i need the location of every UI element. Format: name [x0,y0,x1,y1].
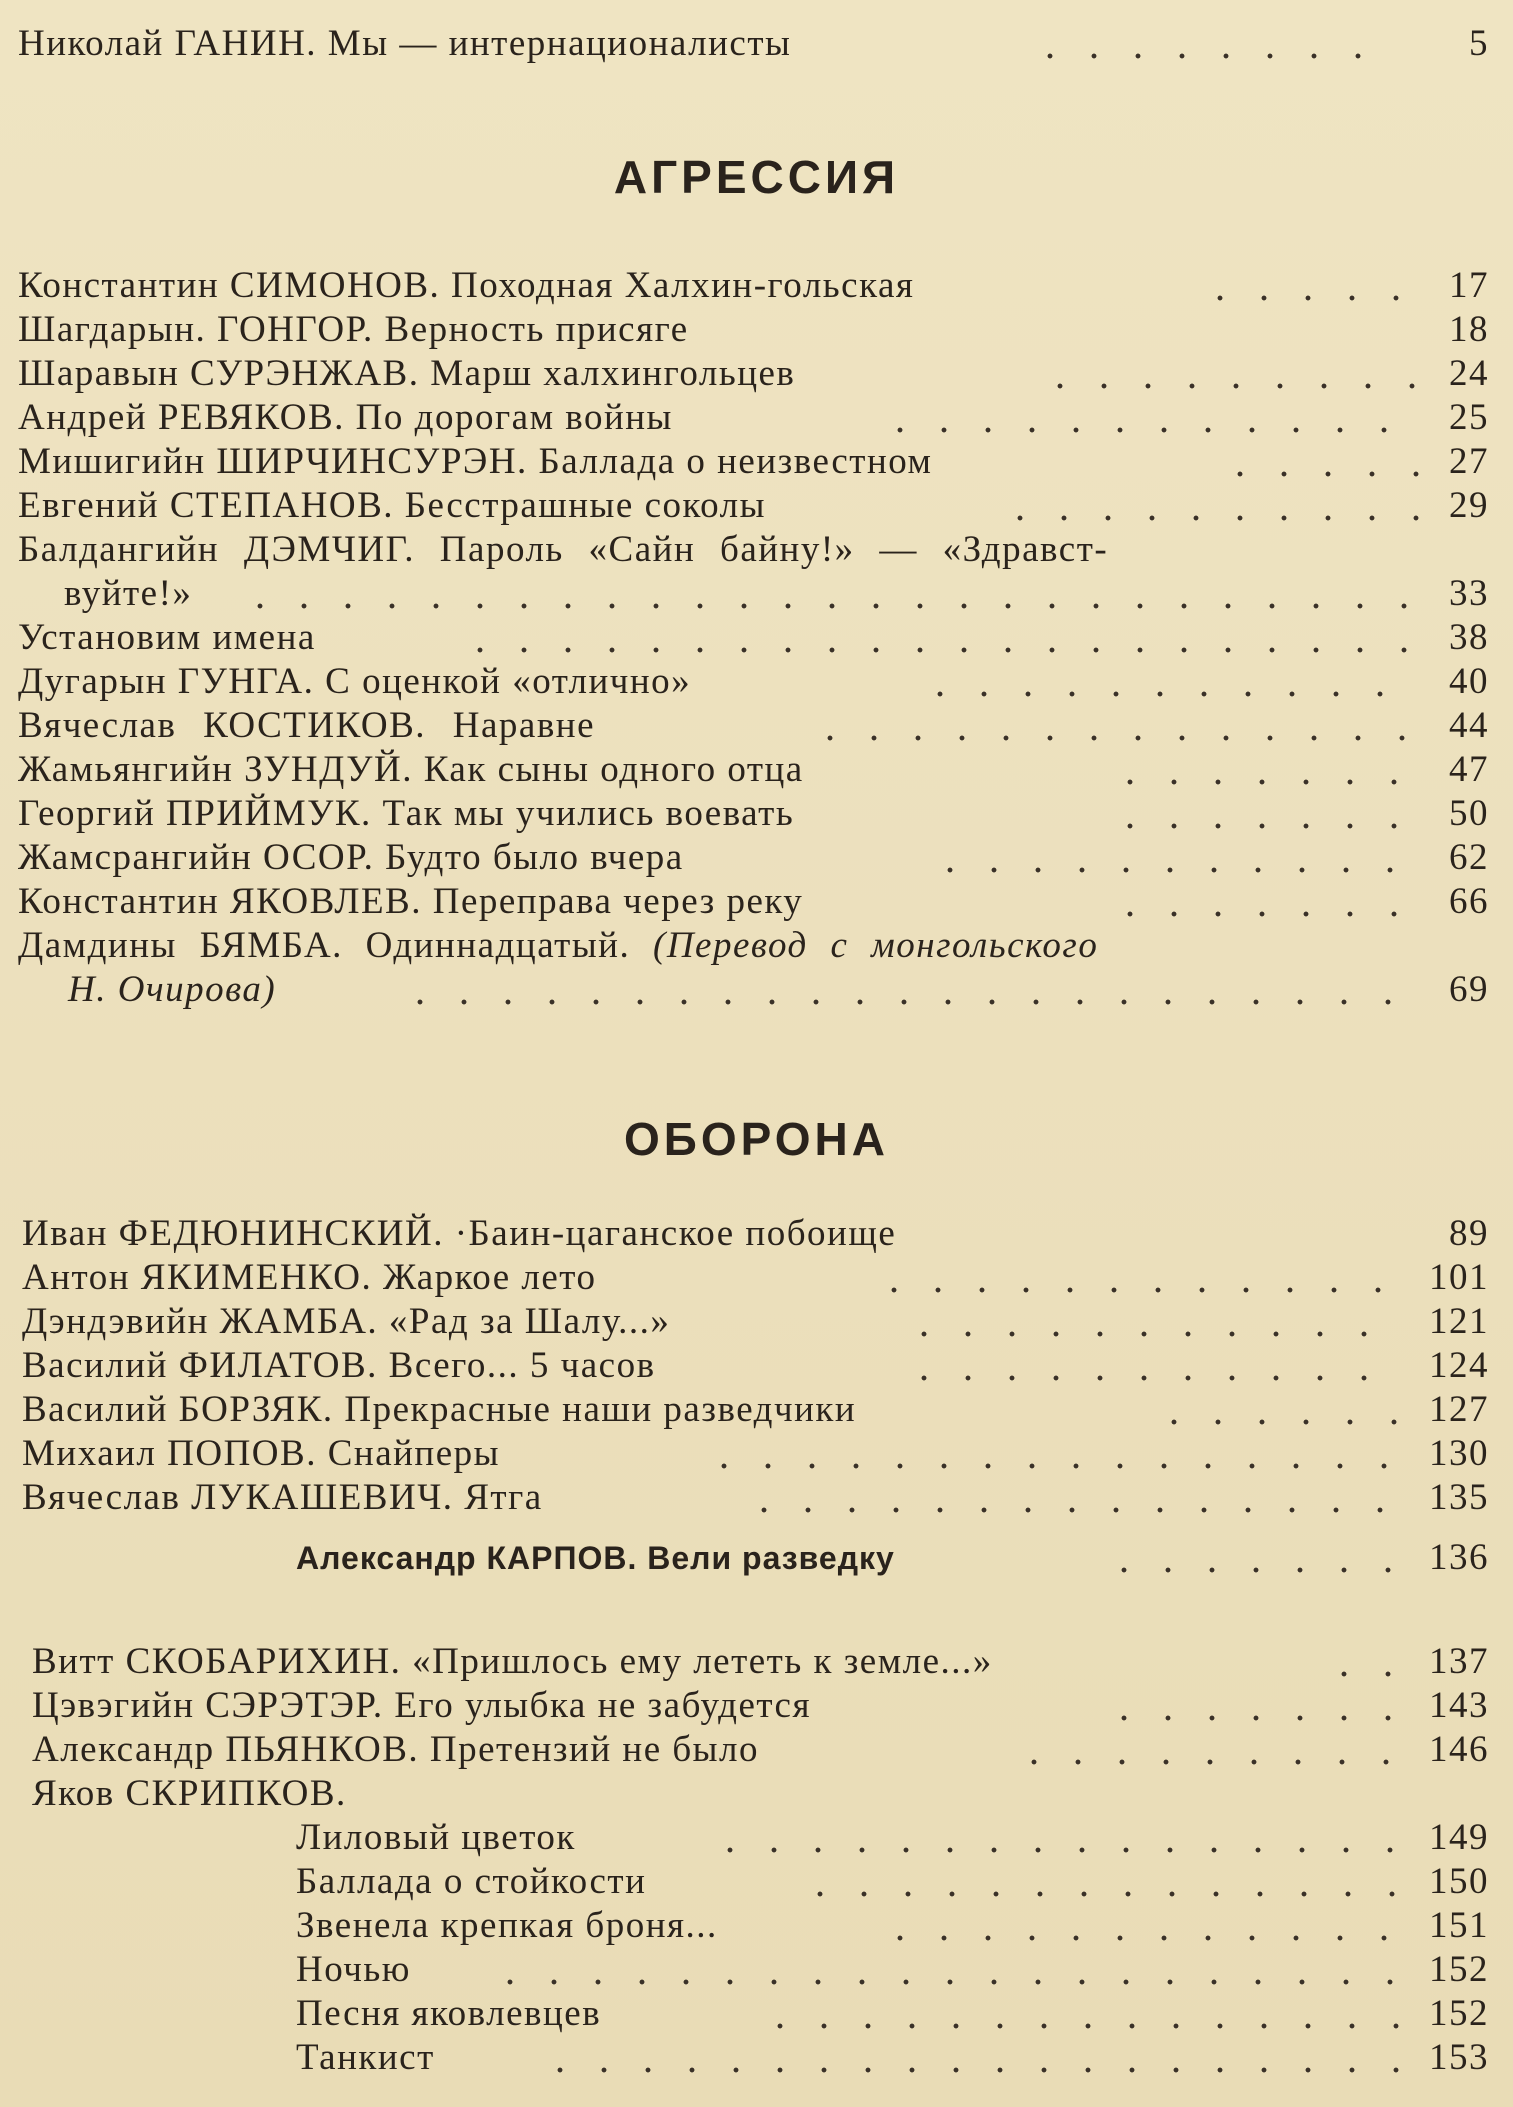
page-number: 153 [1429,2037,1489,2078]
page-number: 44 [1449,705,1489,746]
toc-entry [32,1728,1489,1772]
leader-dots [1102,1536,1399,1580]
leader-dots [538,2036,1399,2080]
page-number: 18 [1449,309,1489,350]
entry-title-main: Дамдины БЯМБА. Одиннадцатый. [18,925,631,966]
toc-entry [18,924,1489,968]
toc-entry [18,748,1489,792]
toc-entry [18,2036,1489,2080]
leader-dots [902,1344,1399,1388]
toc-entry [22,1432,1489,1476]
leader-dots [1108,748,1419,792]
toc-entry-continuation [18,968,1489,1012]
entry-title: Александр ПЬЯНКОВ. Претензий не было [32,1729,760,1770]
toc-entry [18,528,1489,572]
page-number: 29 [1449,485,1489,526]
page-number: 89 [1449,1213,1489,1254]
entry-title: Михаил ПОПОВ. Снайперы [22,1433,500,1474]
toc-entry [18,880,1489,924]
leader-dots [742,1476,1399,1520]
page-number: 47 [1449,749,1489,790]
page-number: 136 [1429,1537,1489,1578]
toc-entry [22,1388,1489,1432]
entry-title: Георгий ПРИЙМУК. Так мы учились воевать [18,793,795,834]
entry-title: Звенела крепкая броня... [296,1905,718,1946]
entry-title [18,924,1098,968]
page-number: 127 [1429,1389,1489,1430]
page-number: 101 [1429,1257,1489,1298]
toc-entry [32,1772,1489,1816]
leader-dots [1038,352,1419,396]
toc-entry [22,1256,1489,1300]
leader-dots [1218,440,1419,484]
toc-entry [18,836,1489,880]
page-number: 62 [1449,837,1489,878]
page-number: 150 [1429,1861,1489,1902]
entry-title: Жамсрангийн ОСОР. Будто было вчера [18,837,684,878]
toc-entry [22,1212,1489,1256]
leader-dots [1152,1388,1399,1432]
leader-dots [458,616,1419,660]
entry-title: Танкист [296,2037,435,2078]
toc-entry [18,1816,1489,1860]
page-number: 50 [1449,793,1489,834]
page-number: 152 [1429,1949,1489,1990]
toc-entry [18,264,1489,308]
translator-note: (Перевод с монгольского [653,925,1099,966]
entry-title: Василий ФИЛАТОВ. Всего... 5 часов [22,1345,656,1386]
entry-title: Константин ЯКОВЛЕВ. Переправа через реку [18,881,804,922]
entry-title: Мишигийн ШИРЧИНСУРЭН. Баллада о неизвестном [18,441,933,482]
leader-dots [238,572,1419,616]
entry-title: Вячеслав КОСТИКОВ. Наравне [18,705,596,746]
page-number: 149 [1429,1817,1489,1858]
entry-title: Шаравын СУРЭНЖАВ. Марш халхингольцев [18,353,796,394]
leader-dots [998,484,1419,528]
entry-title: Цэвэгийн СЭРЭТЭР. Его улыбка не забудется [32,1685,811,1726]
entry-title: Лиловый цветок [296,1817,576,1858]
toc-entry [18,484,1489,528]
toc-entry [18,1904,1489,1948]
page-number: 66 [1449,881,1489,922]
leader-dots [872,1256,1399,1300]
entry-title: Жамьянгийн ЗУНДУЙ. Как сыны одного отца [18,749,804,790]
entry-title: Ночью [296,1949,411,1990]
leader-dots [798,1860,1399,1904]
page-number: 146 [1429,1729,1489,1770]
entry-title: Установим имена [18,617,316,658]
page-number: 38 [1449,617,1489,658]
page-number: 40 [1449,661,1489,702]
leader-dots [1108,880,1419,924]
leader-dots [1322,1640,1399,1684]
leader-dots [808,704,1419,748]
toc-entry [18,616,1489,660]
toc-entry [22,1300,1489,1344]
page-number: 135 [1429,1477,1489,1518]
entry-title: Дэндэвийн ЖАМБА. «Рад за Шалу...» [22,1301,671,1342]
toc-entry [18,440,1489,484]
toc-entry [18,704,1489,748]
entry-title: Балдангийн ДЭМЧИГ. Пароль «Сайн байну!» — «Здравст- [18,529,1109,570]
entry-title: Иван ФЕДЮНИНСКИЙ. ·Баин-цаганское побоище [22,1213,897,1254]
toc-entry [22,1536,1489,1580]
entry-title: Антон ЯКИМЕНКО. Жаркое лето [22,1257,597,1298]
toc-entry [22,1476,1489,1520]
toc-entry [18,308,1489,352]
page-number: 27 [1449,441,1489,482]
entry-title: Андрей РЕВЯКОВ. По дорогам войны [18,397,673,438]
toc-entry [18,352,1489,396]
section-heading: АГРЕССИЯ [613,151,900,203]
page-number: 17 [1449,265,1489,306]
toc-entry [18,1948,1489,1992]
leader-dots [1108,792,1419,836]
page-number: 25 [1449,397,1489,438]
toc-entry [32,1684,1489,1728]
leader-dots [708,1816,1399,1860]
entry-continuation: Н. Очирова) [68,969,277,1010]
leader-dots [1028,22,1399,66]
leader-dots [702,1432,1399,1476]
leader-dots [758,1992,1399,2036]
toc-entry [32,1640,1489,1684]
entry-title: Александр КАРПОВ. Вели разведку [296,1540,895,1576]
toc-entry [18,660,1489,704]
entry-title: Вячеслав ЛУКАШЕВИЧ. Ятга [22,1477,543,1518]
toc-entry [18,792,1489,836]
leader-dots [488,1948,1399,1992]
entry-title: Витт СКОБАРИХИН. «Пришлось ему лететь к земле...» [32,1641,993,1682]
leader-dots [902,1300,1399,1344]
toc-entry [18,396,1489,440]
entry-continuation: вуйте!» [64,573,193,614]
entry-title: Дугарын ГУНГА. С оценкой «отлично» [18,661,692,702]
section-heading: ОБОРОНА [624,1113,889,1165]
toc-entry [18,22,1489,66]
leader-dots [1012,1728,1399,1772]
entry-title: Евгений СТЕПАНОВ. Бесстрашные соколы [18,485,766,526]
page-number: 5 [1469,23,1489,64]
page-number: 33 [1449,573,1489,614]
leader-dots [398,968,1419,1012]
toc-entry [18,1992,1489,2036]
toc-entry [22,1344,1489,1388]
toc-entry-continuation [18,572,1489,616]
leader-dots [1198,264,1419,308]
leader-dots [918,660,1419,704]
leader-dots [928,836,1419,880]
leader-dots [878,396,1419,440]
leader-dots [1102,1684,1399,1728]
page-number: 69 [1449,969,1489,1010]
page-number: 24 [1449,353,1489,394]
page-number: 124 [1429,1345,1489,1386]
page-number: 151 [1429,1905,1489,1946]
entry-title: Николай ГАНИН. Мы — интернационалисты [18,23,792,64]
leader-dots [878,1904,1399,1948]
entry-title: Константин СИМОНОВ. Походная Халхин-гольская [18,265,915,306]
entry-title: Песня яковлевцев [296,1993,602,2034]
page-number: 121 [1429,1301,1489,1342]
entry-title: Яков СКРИПКОВ. [32,1773,347,1814]
entry-title: Василий БОРЗЯК. Прекрасные наши разведчики [22,1389,857,1430]
entry-title: Шагдарын. ГОНГОР. Верность присяге [18,309,689,350]
page-number: 137 [1429,1641,1489,1682]
entry-title: Баллада о стойкости [296,1861,647,1902]
toc-entry [18,1860,1489,1904]
page-number: 152 [1429,1993,1489,2034]
page-number: 143 [1429,1685,1489,1726]
page-number: 130 [1429,1433,1489,1474]
